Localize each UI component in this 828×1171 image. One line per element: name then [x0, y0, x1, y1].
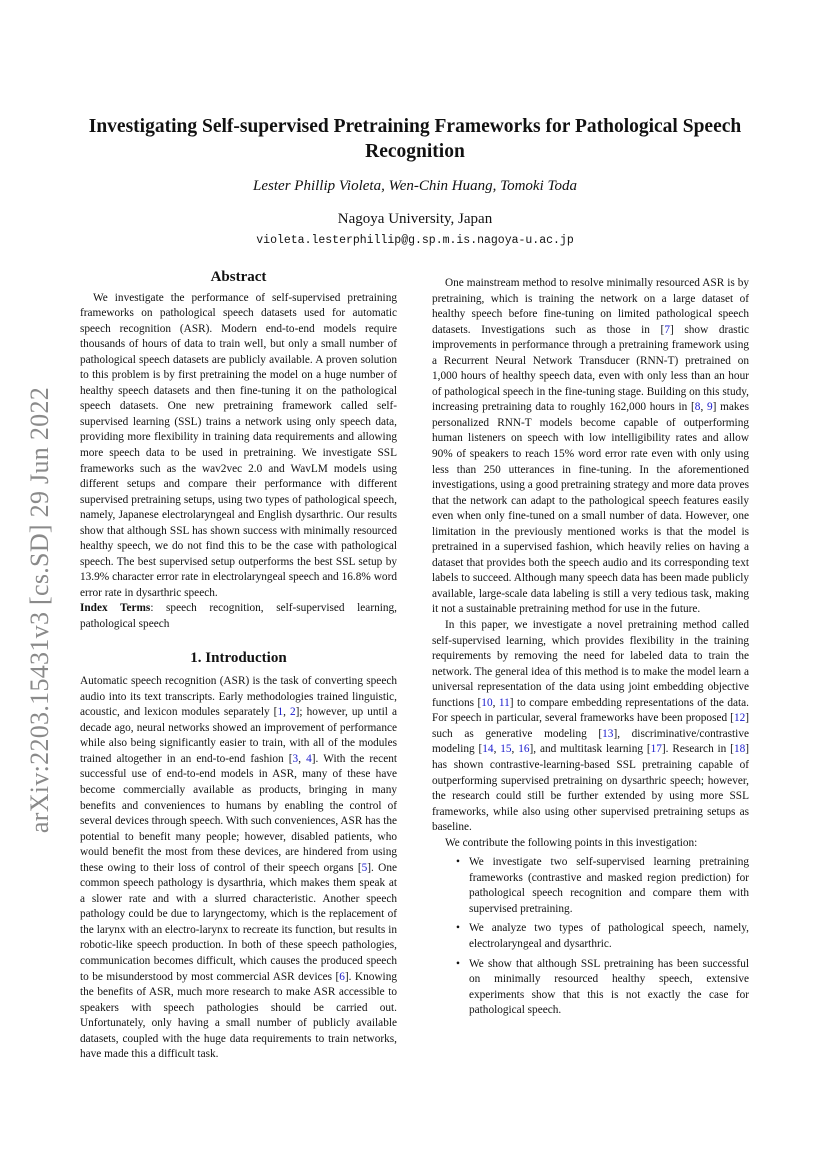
citation-link[interactable]: 12 [733, 712, 746, 725]
paragraph-text: ] show drastic improvements in performance through a pretraining framework using a Recurrent Neural Network Transducer (RNN-T) pretrained on 1,000 hours of healthy speech data, even with only less than an hour of pathological speech in the fine-tuning stage. Building on this study, increasing pretraining data to roughly 162,000 hours in [ [432, 323, 749, 414]
index-terms [80, 601, 397, 632]
paragraph-text: One mainstream method to resolve minimally resourced ASR is by pretraining, which is training the network on a large dataset of healthy speech before fine-tuning on limited pathological speech datasets. Investigations such as those in [ [432, 277, 749, 336]
bullet-icon: • [456, 957, 460, 970]
paragraph-text: , [492, 696, 499, 709]
index-terms-label: Index Terms [80, 602, 151, 615]
citation-link[interactable]: 1 [277, 706, 284, 719]
paragraph-text: , [700, 401, 707, 414]
paragraph-text: ]. Knowing the benefits of ASR, much more research to make ASR accessible to speakers with speech pathologies should be carried out. Unfortunately, only having a small number of publicly available datasets, coupled with the huge data requirements to train networks, have made this a difficult task. [80, 970, 397, 1061]
paragraph-text: , [511, 743, 519, 756]
citation-link[interactable]: 13 [602, 727, 614, 740]
citation-link[interactable]: 8 [694, 401, 701, 414]
contribution-text: We show that although SSL pretraining has been successful on minimally resourced healthy speech, extensive experiments show that this is not exactly the case for pathological speech. [469, 957, 749, 1017]
citation-link[interactable]: 18 [733, 743, 746, 756]
intro-paragraph-3 [432, 618, 749, 836]
intro-paragraph-2 [432, 276, 749, 618]
paragraph-text: Automatic speech recognition (ASR) is the task of converting speech audio into its text transcripts. Early methodologies trained linguistic, acoustic, and lexicon modules separately [ [80, 675, 397, 719]
contribution-text: We analyze two types of pathological speech, namely, electrolaryngeal and dysarthric. [469, 922, 749, 950]
citation-link[interactable]: 5 [361, 861, 368, 874]
paragraph-text: ]. One common speech pathology is dysarthria, which makes them speak at a slower rate and with a slurred characteristic. Another speech pathology could be due to laryngectomy, which is the replacement of the larynx with an electro-larynx to recreate its function, but results in robotic-like speech production. In both of these speech pathologies, communication becomes difficult, which causes the produced speech to be misunderstood by most commercial ASR devices [ [80, 861, 397, 983]
paragraph-text: ] such as generative modeling [ [432, 712, 749, 740]
paragraph-text: ], discriminative/contrastive modeling [ [432, 727, 749, 756]
paragraph-text: , [283, 706, 290, 719]
abstract-body: We investigate the performance of self-supervised pretraining frameworks on pathological speech datasets used for automatic speech recognition (ASR). Modern end-to-end models require thousands of hours of data to train well, but only a small number of pathological speech datasets are publicly available. A proven solution to this problem is by first pretraining the model on a huge number of healthy speech datasets and then fine-tuning it on the pathological speech datasets. One new pretraining framework called self-supervised learning (SSL) trains a network using only speech data, providing more flexibility in training data requirements and allowing more speech data to be used in pretraining. We investigate SSL frameworks such as the wav2vec 2.0 and WavLM models using different setups and compare their performance with different supervised pretraining setups, using two types of pathological speech, namely, Japanese electrolaryngeal and English dysarthric. Our results show that although SSL has shown success with minimally resourced healthy speech, we do not find this to be the case with pathological speech. The best supervised setup outperforms the best SSL setup by 13.9% character error rate in electrolaryngeal speech and 16.8% word error rate in dysarthric speech. [80, 291, 397, 599]
paragraph-text: In this paper, we investigate a novel pretraining method called self-supervised learning, which provides flexibility in the training requirements by removing the need for labeled data to train the network. The general idea of this method is to make the model learn a universal representation of the data using joint embedding objective functions [ [432, 619, 749, 709]
paper-email: violeta.lesterphillip@g.sp.m.is.nagoya-u.ac.jp [256, 234, 574, 247]
contribution-item [432, 921, 749, 952]
paper-title: Investigating Self-supervised Pretraining Frameworks for Pathological Speech Recognition [88, 116, 742, 162]
contribution-list [432, 855, 749, 1018]
right-column [432, 276, 749, 1023]
citation-link[interactable]: 10 [481, 696, 493, 709]
paragraph-text: , [493, 743, 501, 756]
arxiv-stamp [22, 370, 58, 850]
paragraph-text: ] makes personalized RNN-T models become capable of outperforming human listeners on speech with low intelligibility rates and allow 90% of speakers to reach 15% word error rate even with only using less than 250 utterances in fine-tuning. In the aforementioned investigations, using a good pretraining strategy and more data proves that the network can adapt to the pathological speech features easily even when only fine-tuned on a small number of data. However, one limitation in the previously mentioned works is that the model is pretrained in a supervised fashion, which heavily relies on having a dataset that provides both the speech audio and its corresponding text labels to succeed. Although many speech data has been made publicly available, large-scale data labeling is still a very tedious task, making it not a sustainable pretraining method for use in the future. [432, 401, 749, 616]
citation-link[interactable]: 9 [707, 401, 713, 414]
citation-link[interactable]: 16 [518, 743, 530, 756]
intro-heading: 1. Introduction [190, 649, 287, 666]
intro-paragraph-4: We contribute the following points in this investigation: [445, 836, 698, 849]
citation-link[interactable]: 14 [482, 743, 494, 756]
paragraph-text: ]; however, up until a decade ago, neural networks showed an improvement of performance while also being significantly easier to train, with all of the modules trained altogether in an end-to-end fashion [ [80, 706, 397, 765]
citation-link[interactable]: 2 [289, 706, 296, 719]
intro-paragraph-1 [80, 674, 397, 1063]
paper-affiliation: Nagoya University, Japan [337, 211, 493, 227]
contribution-item [432, 957, 749, 1019]
paragraph-text: ]. With the recent successful use of end-to-end models in ASR, many of these have become commercially available as products, bringing in many benefits and conveniences to humans by enabling the control of several devices through speech. With such conveniences, ASR has the potential to benefit many people; however, disabled patients, who would benefit the most from these devices, are hindered from using these owing to their loss of control of their speech organs [ [80, 752, 397, 874]
bullet-icon: • [456, 922, 460, 935]
paper-authors: Lester Phillip Violeta, Wen-Chin Huang, Tomoki Toda [253, 178, 577, 194]
citation-link[interactable]: 3 [292, 752, 299, 765]
citation-link[interactable]: 15 [500, 743, 512, 756]
paragraph-text: , [298, 752, 307, 765]
contribution-item [432, 855, 749, 917]
citation-link[interactable]: 7 [664, 323, 670, 336]
index-terms-text: : speech recognition, self-supervised learning, pathological speech [80, 602, 397, 631]
paragraph-text: ]. Research in [ [661, 743, 734, 756]
arxiv-stamp-text: arXiv:2203.15431v3 [cs.SD] 29 Jun 2022 [25, 386, 54, 834]
citation-link[interactable]: 6 [339, 970, 345, 983]
bullet-icon: • [456, 856, 460, 869]
citation-link[interactable]: 11 [498, 696, 510, 709]
paragraph-text: ] to compare embedding representations of the data. For speech in particular, several frameworks have been proposed [ [432, 696, 750, 725]
left-column [80, 270, 397, 1063]
citation-link[interactable]: 4 [306, 752, 312, 765]
paragraph-text: ] has shown contrastive-learning-based SSL pretraining capable of outperforming supervised pretraining on dysarthric speech; however, the research could still be further extended by using more SSL frameworks, while also using other supervised pretraining setups as baseline. [432, 743, 749, 834]
contribution-text: We investigate two self-supervised learning pretraining frameworks (contrastive and masked region prediction) for pathological speech recognition and compare them with supervised pretraining. [469, 856, 749, 915]
paragraph-text: ], and multitask learning [ [529, 743, 651, 756]
abstract-heading: Abstract [210, 269, 267, 285]
citation-link[interactable]: 17 [650, 743, 662, 756]
